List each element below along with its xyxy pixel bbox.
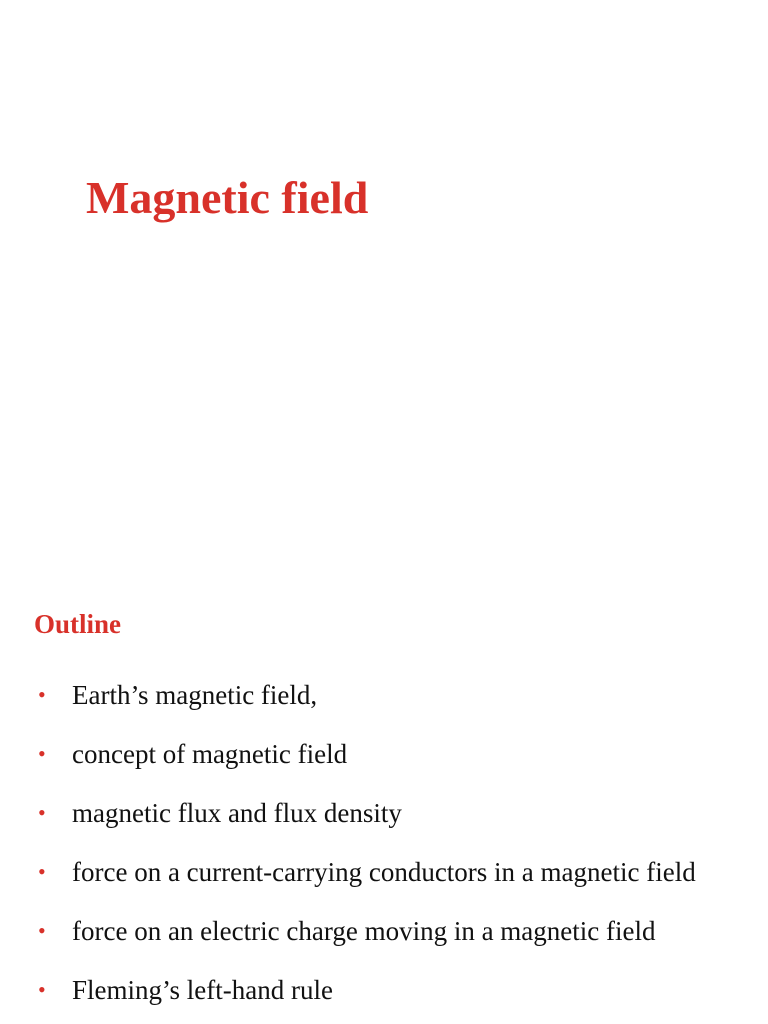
list-item (0, 737, 768, 772)
list-item-text: force on an electric charge moving in a magnetic field (72, 916, 656, 946)
list-item-text: force on a current-carrying conductors in a magnetic field (72, 857, 696, 887)
list-item (0, 796, 768, 831)
list-item-text: concept of magnetic field (72, 739, 348, 769)
list-item (0, 914, 768, 949)
list-item (0, 855, 768, 890)
list-item-text: Earth’s magnetic field, (72, 680, 318, 710)
list-item-text: magnetic flux and flux density (72, 798, 402, 828)
bullet-icon: • (38, 918, 46, 943)
list-item (0, 678, 768, 713)
list-item-text: Fleming’s left-hand rule (72, 975, 333, 1005)
list-item (0, 973, 768, 1008)
outline-list (0, 678, 768, 1024)
outline-heading: Outline (34, 609, 122, 639)
bullet-icon: • (38, 859, 46, 884)
bullet-icon: • (38, 800, 46, 825)
outline-slide (0, 600, 768, 1024)
bullet-icon: • (38, 741, 46, 766)
slide-title: Magnetic field (86, 172, 369, 223)
bullet-icon: • (38, 977, 46, 1002)
bullet-icon: • (38, 682, 46, 707)
